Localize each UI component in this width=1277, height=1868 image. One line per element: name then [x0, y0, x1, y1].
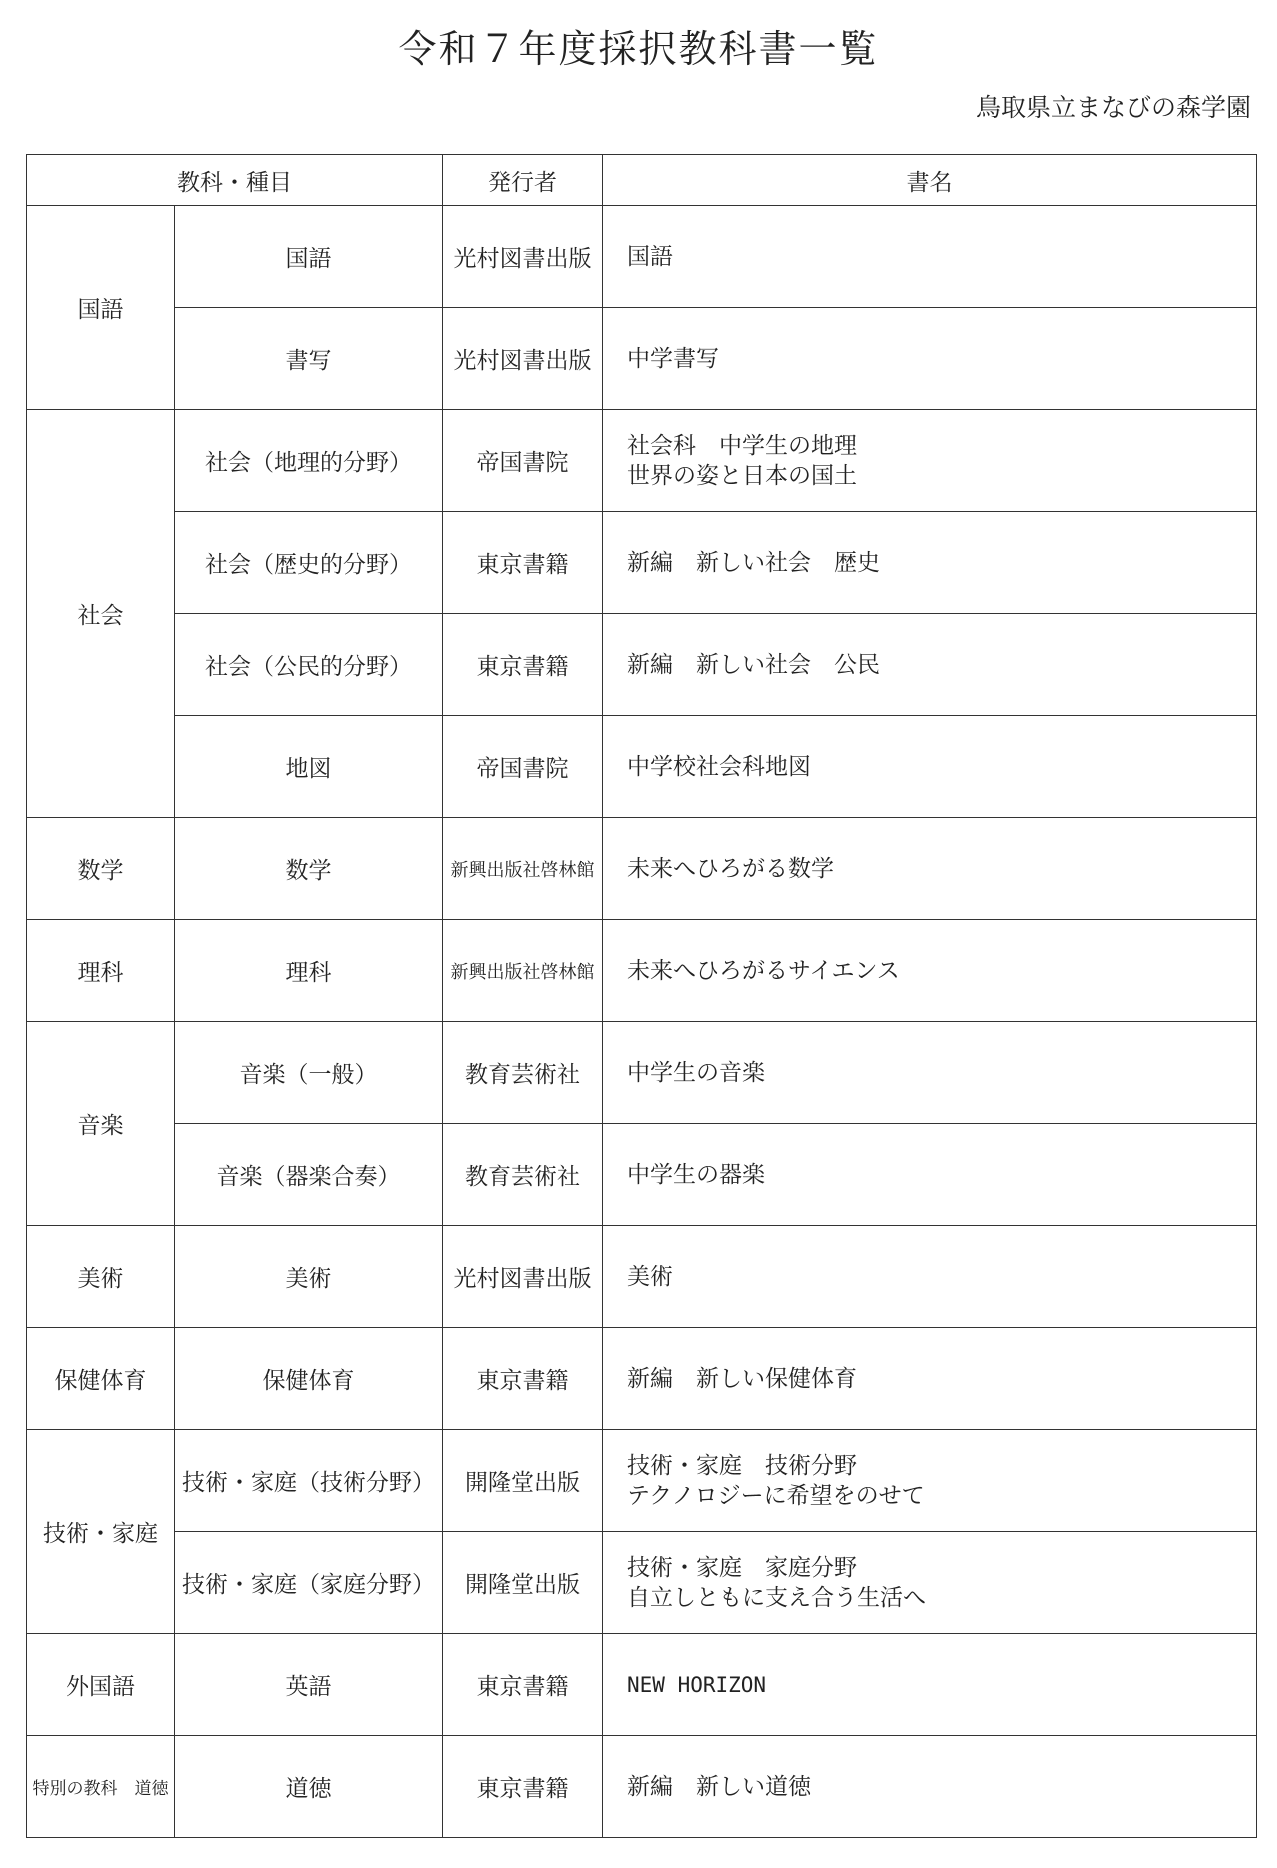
- publisher-cell: 東京書籍: [443, 1634, 603, 1736]
- publisher-cell: 教育芸術社: [443, 1022, 603, 1124]
- book-line: テクノロジーに希望をのせて: [627, 1482, 925, 1509]
- table-row: [27, 1532, 1257, 1634]
- publisher-cell: 光村図書出版: [443, 1226, 603, 1328]
- publisher-cell: 東京書籍: [443, 1736, 603, 1838]
- book-cell: [603, 410, 1257, 512]
- table-row: [27, 1022, 1257, 1124]
- publisher-cell: 帝国書院: [443, 410, 603, 512]
- publisher-cell: 開隆堂出版: [443, 1430, 603, 1532]
- publisher-cell: 光村図書出版: [443, 308, 603, 410]
- table-row: [27, 614, 1257, 716]
- book-cell: 中学校社会科地図: [603, 716, 1257, 818]
- subject-cell: 技術・家庭: [27, 1430, 175, 1634]
- subject-cell: 社会: [27, 410, 175, 818]
- publisher-cell: 東京書籍: [443, 614, 603, 716]
- book-cell: 中学生の音楽: [603, 1022, 1257, 1124]
- table-row: [27, 308, 1257, 410]
- item-cell: 美術: [175, 1226, 443, 1328]
- book-cell: [603, 1532, 1257, 1634]
- book-cell: 中学生の器楽: [603, 1124, 1257, 1226]
- table-row: [27, 1124, 1257, 1226]
- book-cell: 新編 新しい保健体育: [603, 1328, 1257, 1430]
- item-cell: 道徳: [175, 1736, 443, 1838]
- table-row: [27, 1328, 1257, 1430]
- item-cell: 数学: [175, 818, 443, 920]
- subject-cell: 理科: [27, 920, 175, 1022]
- item-cell: 地図: [175, 716, 443, 818]
- table-row: [27, 206, 1257, 308]
- subject-cell: 数学: [27, 818, 175, 920]
- item-cell: 書写: [175, 308, 443, 410]
- publisher-cell: 東京書籍: [443, 1328, 603, 1430]
- publisher-cell: 新興出版社啓林館: [443, 818, 603, 920]
- publisher-cell: 東京書籍: [443, 512, 603, 614]
- table-row: [27, 818, 1257, 920]
- book-cell: 新編 新しい社会 歴史: [603, 512, 1257, 614]
- book-cell: 未来へひろがる数学: [603, 818, 1257, 920]
- book-cell: 国語: [603, 206, 1257, 308]
- book-cell: [603, 1430, 1257, 1532]
- publisher-cell: 新興出版社啓林館: [443, 920, 603, 1022]
- book-cell: NEW HORIZON: [603, 1634, 1257, 1736]
- table-row: [27, 410, 1257, 512]
- publisher-cell: 帝国書院: [443, 716, 603, 818]
- item-cell: 音楽（一般）: [175, 1022, 443, 1124]
- header-book: 書名: [603, 155, 1257, 206]
- item-cell: 英語: [175, 1634, 443, 1736]
- subject-cell: 音楽: [27, 1022, 175, 1226]
- table-row: [27, 920, 1257, 1022]
- book-cell: 中学書写: [603, 308, 1257, 410]
- book-line: 技術・家庭 家庭分野: [627, 1554, 857, 1581]
- publisher-cell: 光村図書出版: [443, 206, 603, 308]
- item-cell: 技術・家庭（家庭分野）: [175, 1532, 443, 1634]
- book-cell: 未来へひろがるサイエンス: [603, 920, 1257, 1022]
- subject-cell: 特別の教科 道徳: [27, 1736, 175, 1838]
- item-cell: 保健体育: [175, 1328, 443, 1430]
- publisher-cell: 開隆堂出版: [443, 1532, 603, 1634]
- book-cell: 美術: [603, 1226, 1257, 1328]
- item-cell: 技術・家庭（技術分野）: [175, 1430, 443, 1532]
- subject-cell: 美術: [27, 1226, 175, 1328]
- item-cell: 社会（公民的分野）: [175, 614, 443, 716]
- subject-cell: 外国語: [27, 1634, 175, 1736]
- table-row: [27, 716, 1257, 818]
- subject-cell: 保健体育: [27, 1328, 175, 1430]
- item-cell: 社会（歴史的分野）: [175, 512, 443, 614]
- table-row: [27, 512, 1257, 614]
- table-row: [27, 1634, 1257, 1736]
- item-cell: 音楽（器楽合奏）: [175, 1124, 443, 1226]
- book-line: 社会科 中学生の地理: [627, 432, 857, 459]
- school-name: 鳥取県立まなびの森学園: [975, 93, 1251, 122]
- document-title: 令和７年度採択教科書一覧: [398, 27, 879, 71]
- subject-cell: 国語: [27, 206, 175, 410]
- item-cell: 国語: [175, 206, 443, 308]
- item-cell: 理科: [175, 920, 443, 1022]
- table-row: [27, 1736, 1257, 1838]
- book-line: 技術・家庭 技術分野: [627, 1452, 857, 1479]
- header-row: [27, 155, 1257, 206]
- book-cell: 新編 新しい社会 公民: [603, 614, 1257, 716]
- book-line: 世界の姿と日本の国土: [627, 462, 857, 489]
- book-line: 自立しともに支え合う生活へ: [627, 1584, 926, 1611]
- book-cell: 新編 新しい道徳: [603, 1736, 1257, 1838]
- item-cell: 社会（地理的分野）: [175, 410, 443, 512]
- table-row: [27, 1430, 1257, 1532]
- header-publisher: 発行者: [443, 155, 603, 206]
- header-subject: 教科・種目: [27, 155, 443, 206]
- table-row: [27, 1226, 1257, 1328]
- textbook-table: [26, 154, 1257, 1838]
- publisher-cell: 教育芸術社: [443, 1124, 603, 1226]
